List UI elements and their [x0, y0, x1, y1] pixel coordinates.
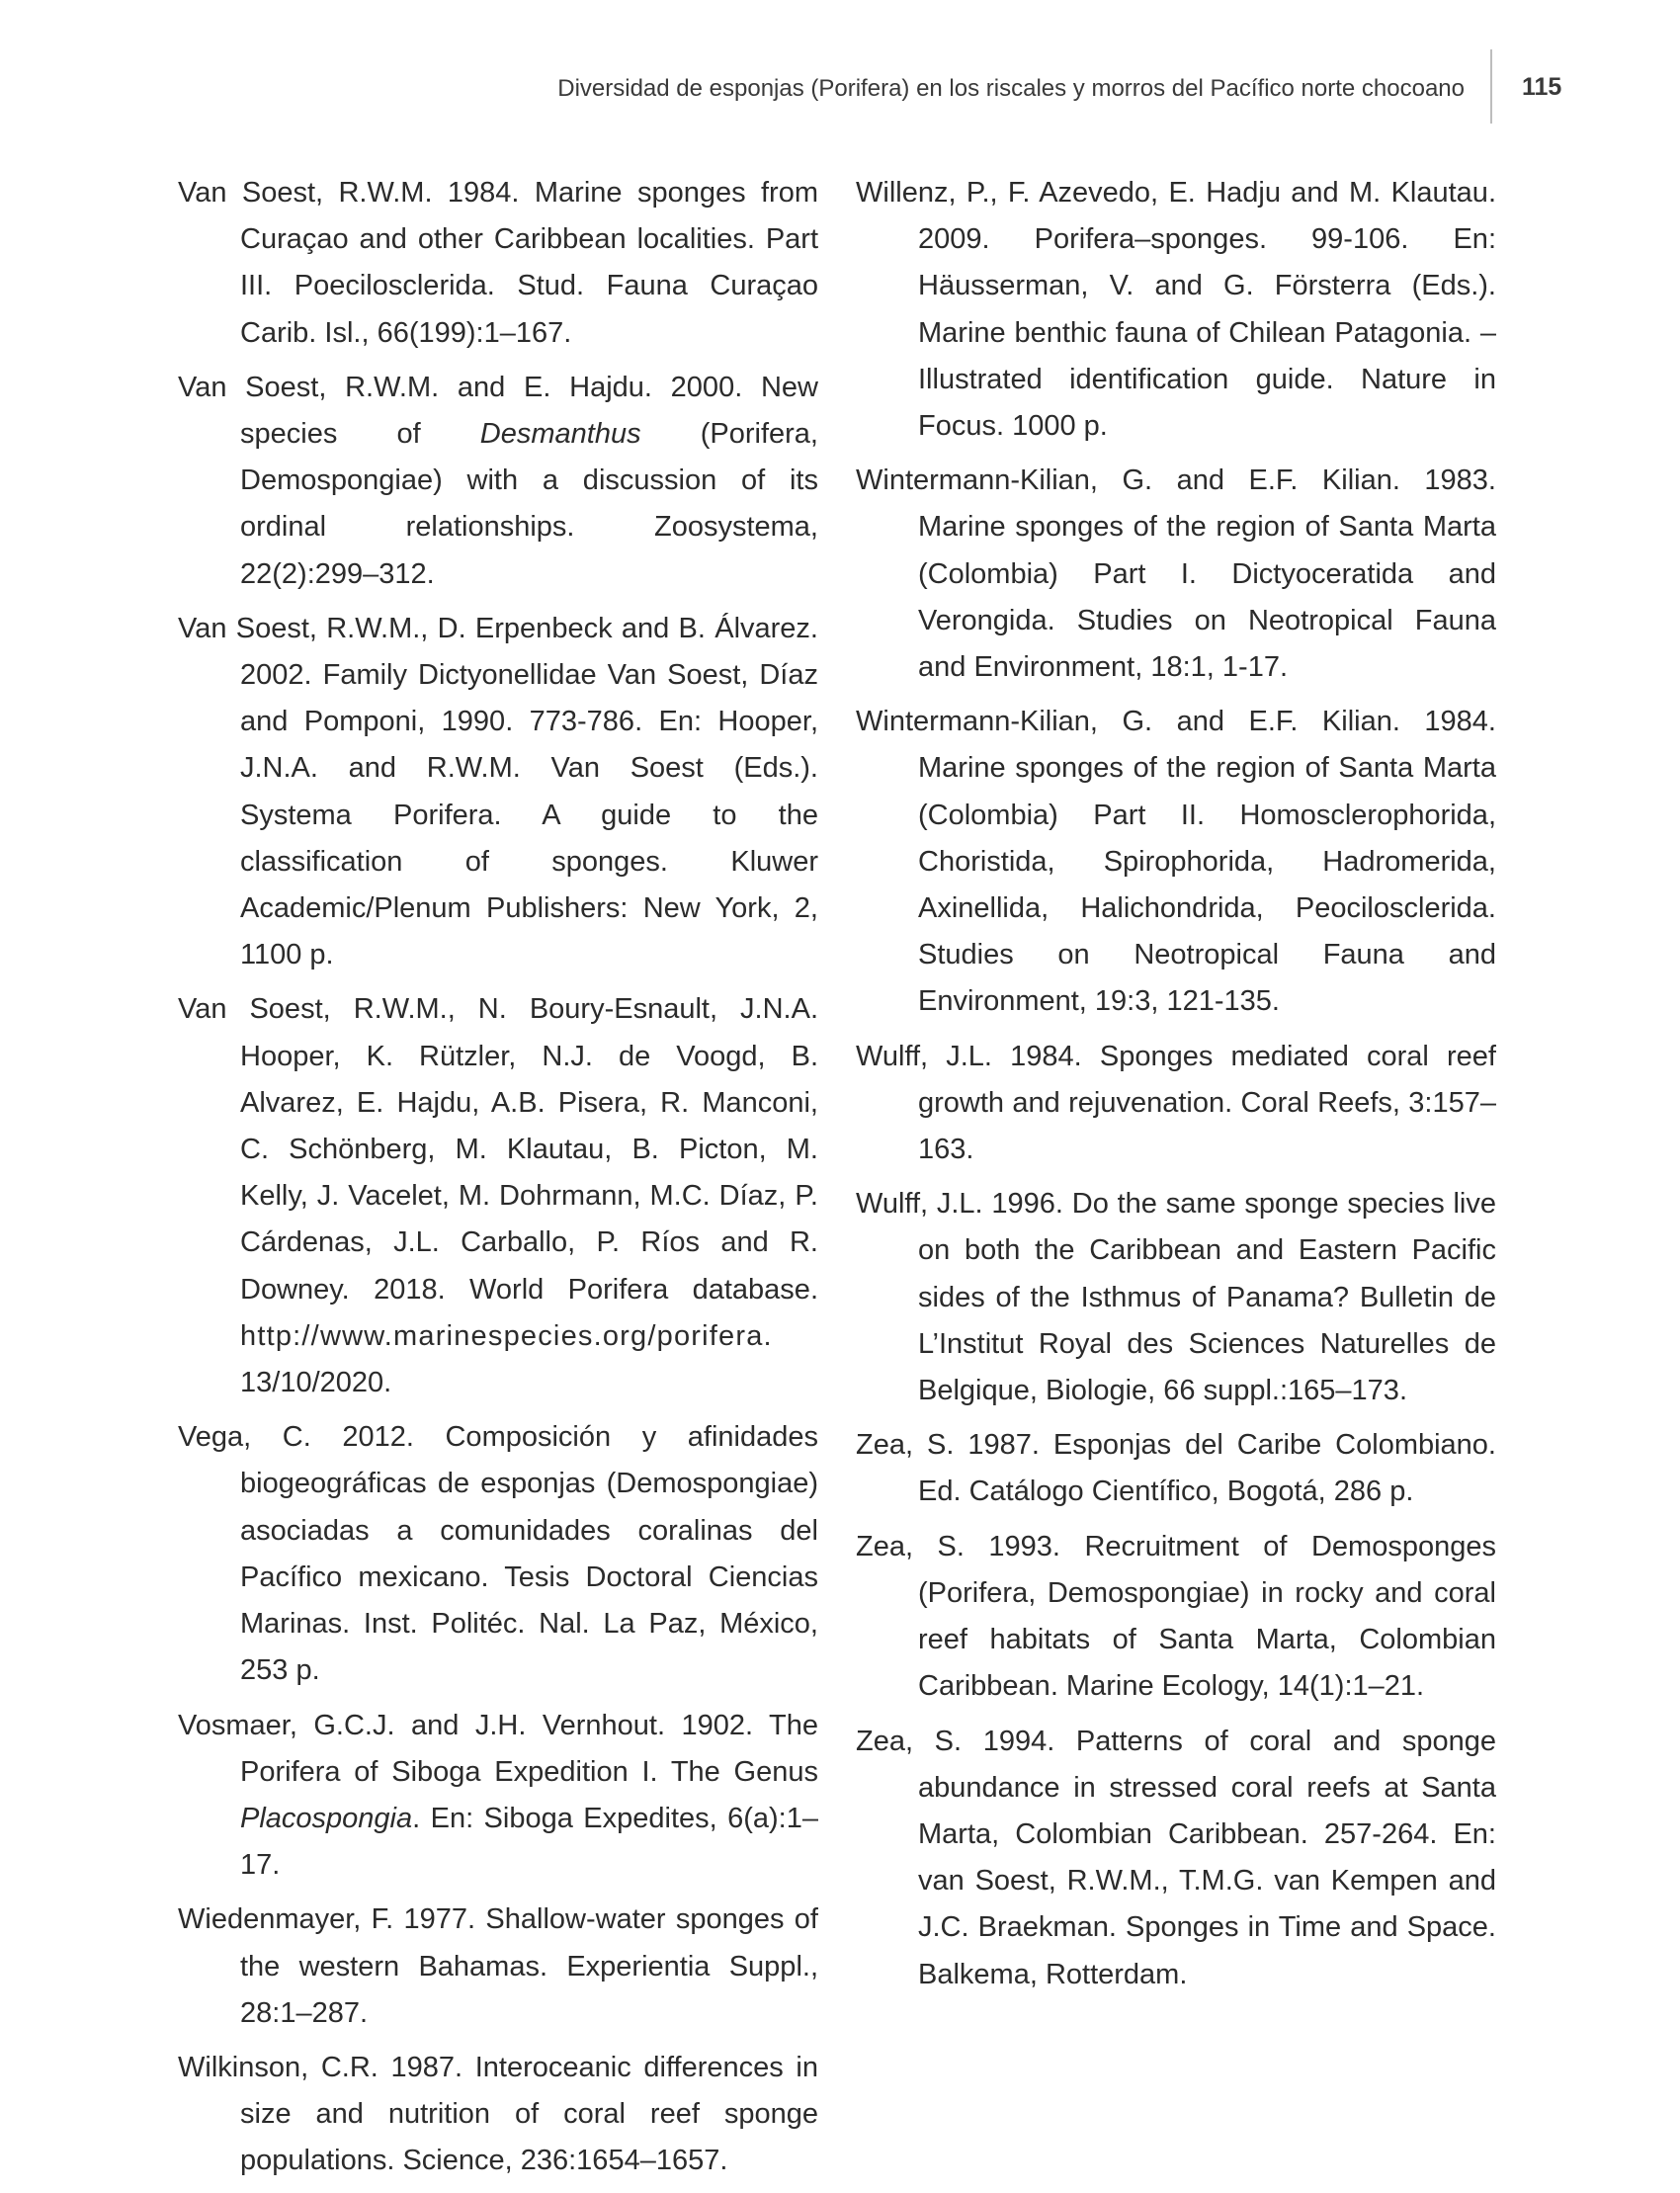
running-title: Diversidad de esponjas (Porifera) en los riscales y morros del Pacífico norte chocoano [557, 75, 1465, 102]
reference-text: Wiedenmayer, F. 1977. Shallow-water sponges of the western Bahamas. Experientia Suppl., 28:1–287. [178, 1903, 818, 2029]
reference-entry [178, 1897, 818, 2037]
references-right-column [856, 170, 1496, 2006]
reference-entry: Wulff, J.L. 1984. Sponges mediated coral reef growth and rejuvenation. Coral Reefs, 3:157–163. [856, 1040, 1496, 1166]
reference-italic-taxon: Placospongia [240, 1802, 413, 1834]
header-divider [1490, 49, 1492, 124]
reference-entry [178, 1414, 818, 1694]
reference-text: Van Soest, R.W.M. 1984. Marine sponges from Curaçao and other Caribbean localities. Part III. Poecilosclerida. Stud. Fauna Curaçao Carib. Isl., 66(199):1–167. [178, 177, 818, 349]
references-left-column [178, 170, 818, 2193]
reference-entry: Zea, S. 1994. Patterns of coral and sponge abundance in stressed coral reefs at Santa Marta, Colombian Caribbean. 257-264. En: van Soest, R.W.M., T.M.G. van Kempen and J.C. Braekman. Sponges in Time and Space. Balkema, Rotterdam. [856, 1725, 1496, 1990]
reference-italic-taxon: Desmanthus [479, 418, 641, 451]
reference-entry: Wintermann-Kilian, G. and E.F. Kilian. 1983. Marine sponges of the region of Santa Marta (Colombia) Part I. Dictyoceratida and Verongida. Studies on Neotropical Fauna and Environment, 18:1, 1-17. [856, 464, 1496, 684]
page-number: 115 [1522, 73, 1562, 101]
reference-entry [178, 365, 818, 598]
reference-entry: Zea, S. 1987. Esponjas del Caribe Colombiano. Ed. Catálogo Científico, Bogotá, 286 p. [856, 1429, 1496, 1508]
running-head [0, 71, 1680, 111]
reference-text: Van Soest, R.W.M. and E. Hajdu. 2000. New species of [178, 371, 818, 451]
reference-url-link[interactable]: http://www.marinespecies.org/porifera. [240, 1319, 773, 1352]
reference-text: Vega, C. 2012. Composición y afinidades biogeográficas de esponjas (Demospongiae) asociadas a comunidades coralinas del Pacífico mexicano. Tesis Doctoral Ciencias Marinas. Inst. Politéc. Nal. La Paz, México, 253 p. [178, 1421, 818, 1687]
reference-text: Van Soest, R.W.M., N. Boury-Esnault, J.N.A. Hooper, K. Rützler, N.J. de Voogd, B. Alvarez, E. Hajdu, A.B. Pisera, R. Manconi, C. Schönberg, M. Klautau, B. Picton, M. Kelly, J. Vacelet, M. Dohrmann, M.C. Díaz, P. Cárdenas, J.L. Carballo, P. Ríos and R. Downey. 2018. World Porifera database. [178, 993, 818, 1306]
reference-entry [178, 1703, 818, 1890]
reference-text: (Porifera, Demospongiae) with a discussion of its ordinal relationships. Zoosystema, 22(2):299–312. [240, 418, 818, 590]
reference-entry: Zea, S. 1993. Recruitment of Demosponges (Porifera, Demospongiae) in rocky and coral reef habitats of Santa Marta, Colombian Caribbean. Marine Ecology, 14(1):1–21. [856, 1530, 1496, 1703]
reference-entry [178, 2045, 818, 2185]
reference-text: Vosmaer, G.C.J. and J.H. Vernhout. 1902. The Porifera of Siboga Expedition I. The Genus [178, 1709, 818, 1788]
reference-entry: Wulff, J.L. 1996. Do the same sponge species live on both the Caribbean and Eastern Pacific sides of the Isthmus of Panama? Bulletin de L’Institut Royal des Sciences Naturelles de Belgique, Biologie, 66 suppl.:165–173. [856, 1188, 1496, 1407]
reference-entry [178, 986, 818, 1406]
reference-text: . En: Siboga Expedites, 6(a):1–17. [240, 1802, 818, 1882]
reference-text: Van Soest, R.W.M., D. Erpenbeck and B. Álvarez. 2002. Family Dictyonellidae Van Soest, Díaz and Pomponi, 1990. 773-786. En: Hooper, J.N.A. and R.W.M. Van Soest (Eds.). Systema Porifera. A guide to the classification of sponges. Kluwer Academic/Plenum Publishers: New York, 2, 1100 p. [178, 612, 818, 971]
reference-entry: Willenz, P., F. Azevedo, E. Hadju and M. Klautau. 2009. Porifera–sponges. 99-106. En: Häusserman, V. and G. Försterra (Eds.). Marine benthic fauna of Chilean Patagonia. – Illustrated identification guide. Nature in Focus. 1000 p. [856, 177, 1496, 443]
reference-text: 13/10/2020. [240, 1367, 392, 1399]
reference-entry: Wintermann-Kilian, G. and E.F. Kilian. 1984. Marine sponges of the region of Santa Marta (Colombia) Part II. Homosclerophorida, Choristida, Spirophorida, Hadromerida, Axinellida, Halichondrida, Peocilosclerida. Studies on Neotropical Fauna and Environment, 19:3, 121-135. [856, 706, 1496, 1018]
reference-text: Wilkinson, C.R. 1987. Interoceanic differences in size and nutrition of coral reef sponge populations. Science, 236:1654–1657. [178, 2051, 818, 2177]
reference-entry [178, 170, 818, 357]
reference-entry [178, 606, 818, 979]
